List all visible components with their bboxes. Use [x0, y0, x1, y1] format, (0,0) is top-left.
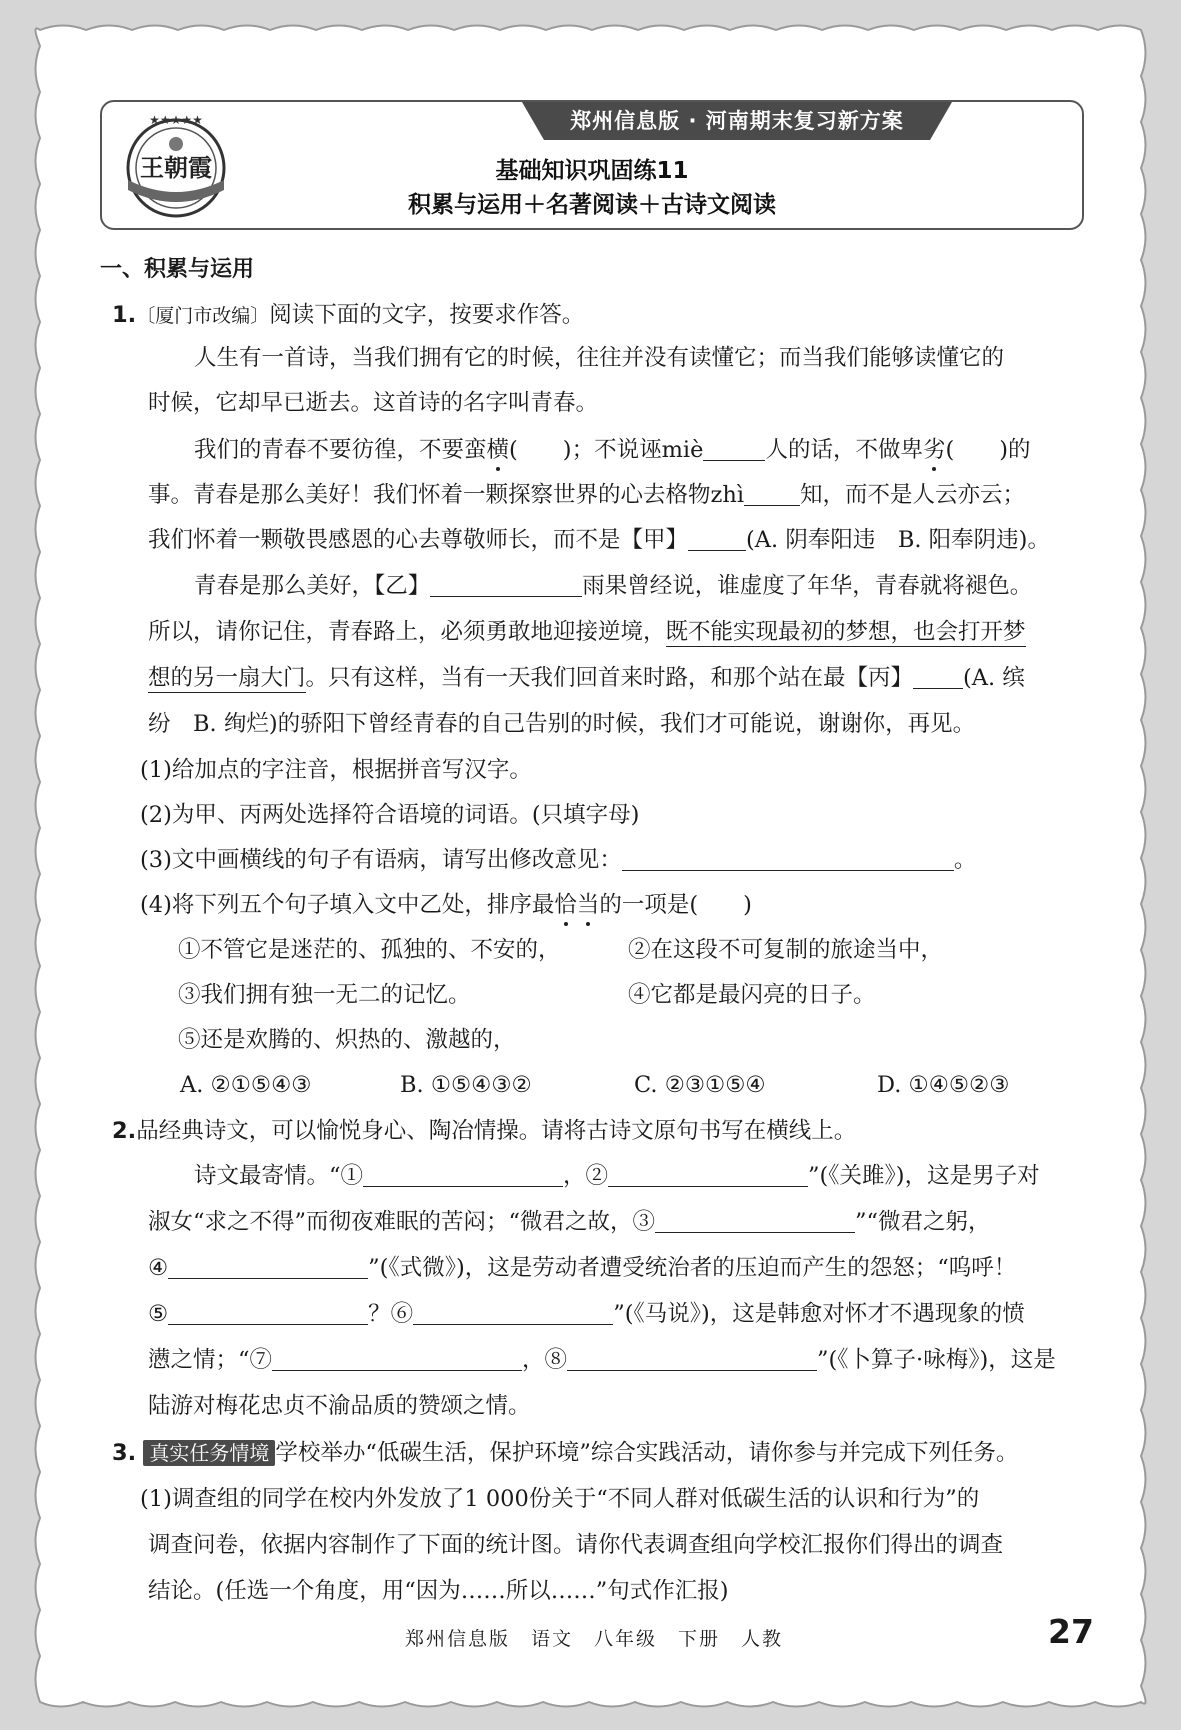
option-sentence: ①不管它是迷茫的、孤独的、不安的，	[178, 937, 561, 963]
worksheet-title: 基础知识巩固练11	[495, 158, 689, 184]
question-2-stem: 2.品经典诗文，可以愉悦身心、陶冶情操。请将古诗文原句书写在横线上。	[112, 1118, 857, 1144]
question-prompt: 阅读下面的文字，按要求作答。	[269, 302, 585, 328]
passage-line: 想的另一扇大门。只有这样，当有一天我们回首来时路，和那个站在最【丙】 (A. 缤	[148, 665, 1025, 691]
choice-a[interactable]: A. ②①⑤④③	[180, 1072, 312, 1098]
underlined-sentence: 想的另一扇大门	[148, 665, 306, 691]
worksheet-header	[100, 100, 1084, 230]
answer-blank[interactable]	[363, 1164, 563, 1187]
task-tag: 真实任务情境	[143, 1440, 275, 1466]
question-number: 2.	[112, 1118, 137, 1144]
passage-line: 青春是那么美好，【乙】 雨果曾经说，谁虚度了年华，青春就将褪色。	[194, 573, 1033, 599]
answer-blank[interactable]	[655, 1210, 855, 1233]
passage-line: 时候，它却早已逝去。这首诗的名字叫青春。	[148, 390, 599, 416]
question-1-stem	[112, 300, 584, 331]
poem-line: 诗文最寄情。“① ，② ”(《关雎》)，这是男子对	[194, 1163, 1040, 1189]
passage-line: 我们的青春不要彷徨，不要蛮横( )；不说诬miè 人的话，不做卑劣( )的	[194, 437, 1031, 463]
dotted-char: 恰	[554, 892, 577, 918]
sub-question-text: 结论。(任选一个角度，用“因为……所以……”句式作汇报)	[148, 1578, 729, 1604]
passage-line: 我们怀着一颗敬畏感恩的心去尊敬师长，而不是【甲】 (A. 阴奉阳违 B. 阳奉阴违)。	[148, 527, 1050, 553]
answer-blank[interactable]	[688, 528, 746, 551]
answer-blank[interactable]	[703, 438, 765, 461]
question-source: 〔厦门市改编〕	[136, 305, 270, 327]
option-sentence: ⑤还是欢腾的、炽热的、激越的，	[178, 1027, 516, 1053]
dotted-char: 横	[486, 437, 510, 463]
answer-blank[interactable]	[608, 1164, 808, 1187]
sub-question-2: (2)为甲、丙两处选择符合语境的词语。(只填字母)	[140, 802, 640, 828]
choice-c[interactable]: C. ②③①⑤④	[634, 1072, 766, 1098]
option-sentence: ②在这段不可复制的旅途当中，	[628, 937, 944, 963]
poem-line: 懑之情；“⑦ ，⑧ ”(《卜算子·咏梅》)，这是	[148, 1347, 1056, 1373]
poem-line: 淑女“求之不得”而彻夜难眠的苦闷；“微君之故，③ ”“微君之躬，	[148, 1209, 991, 1235]
sub-question-3: (3)文中画横线的句子有语病，请写出修改意见： 。	[140, 847, 977, 873]
passage-line: 纷 B. 绚烂)的骄阳下曾经青春的自己告别的时候，我们才可能说，谢谢你，再见。	[148, 711, 976, 737]
answer-blank[interactable]	[413, 1302, 613, 1325]
answer-blank[interactable]	[913, 666, 963, 689]
answer-blank[interactable]	[272, 1348, 522, 1371]
page-number: 27	[1048, 1612, 1094, 1651]
sub-question-1: (1)给加点的字注音，根据拼音写汉字。	[140, 757, 532, 783]
question-number: 1.	[112, 302, 137, 328]
dotted-char: 当	[576, 892, 600, 918]
passage-line: 所以，请你记住，青春路上，必须勇敢地迎接逆境，既不能实现最初的梦想，也会打开梦	[148, 619, 1026, 645]
poem-line: ⑤ ？⑥ ”(《马说》)，这是韩愈对怀才不遇现象的愤	[148, 1301, 1025, 1327]
footer-info: 郑州信息版 语文 八年级 下册 人教	[405, 1628, 784, 1650]
section-heading: 一、积累与运用	[100, 257, 255, 282]
passage-line: 人生有一首诗，当我们拥有它的时候，往往并没有读懂它；而当我们能够读懂它的	[194, 345, 1005, 371]
answer-blank[interactable]	[430, 574, 582, 597]
underlined-sentence: 既不能实现最初的梦想，也会打开梦	[665, 619, 1026, 645]
option-sentence: ④它都是最闪亮的日子。	[628, 982, 876, 1008]
answer-blank[interactable]	[567, 1348, 817, 1371]
svg-text:王朝霞: 王朝霞	[140, 153, 212, 182]
poem-line: ④ ”(《式微》)，这是劳动者遭受统治者的压迫而产生的怨怒；“呜呼！	[148, 1255, 1017, 1281]
dotted-char: 劣	[922, 437, 946, 463]
sub-question-4: (4)将下列五个句子填入文中乙处，排序最恰当的一项是( )	[140, 892, 752, 918]
answer-blank[interactable]	[744, 483, 800, 506]
svg-text:★★★★★: ★★★★★	[149, 113, 203, 127]
answer-blank[interactable]	[168, 1302, 368, 1325]
answer-blank[interactable]	[168, 1256, 368, 1279]
poem-line: 陆游对梅花忠贞不渝品质的赞颂之情。	[148, 1393, 531, 1419]
question-3-stem: 3. 真实任务情境 学校举办“低碳生活，保护环境”综合实践活动，请你参与并完成下列任务。	[112, 1440, 1019, 1466]
passage-line: 事。青春是那么美好！我们怀着一颗探察世界的心去格物zhì 知，而不是人云亦云；	[148, 482, 1026, 508]
option-sentence: ③我们拥有独一无二的记忆。	[178, 982, 471, 1008]
answer-blank[interactable]	[622, 848, 954, 871]
header-ribbon-text: 郑州信息版 · 河南期末复习新方案	[570, 109, 904, 133]
worksheet-subtitle: 积累与运用＋名著阅读＋古诗文阅读	[408, 192, 776, 218]
choice-b[interactable]: B. ①⑤④③②	[400, 1072, 532, 1098]
sub-question-text: 调查问卷，依据内容制作了下面的统计图。请你代表调查组向学校汇报你们得出的调查	[148, 1532, 1004, 1558]
sub-question-1: (1)调查组的同学在校内外发放了1 000份关于“不同人群对低碳生活的认识和行为”的	[140, 1486, 980, 1512]
question-number: 3.	[112, 1440, 137, 1466]
choice-d[interactable]: D. ①④⑤②③	[877, 1072, 1010, 1098]
